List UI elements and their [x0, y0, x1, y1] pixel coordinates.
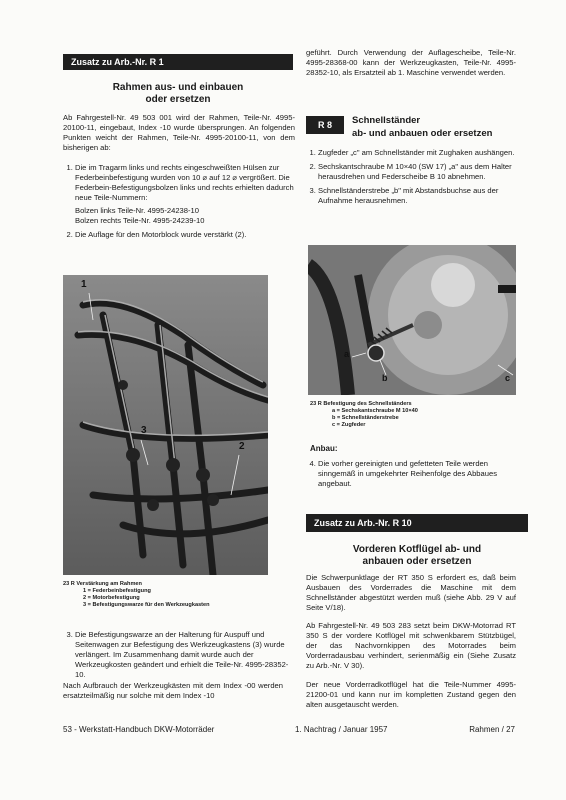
- anbau-label: Anbau:: [310, 444, 338, 453]
- caption-item: 1 = Federbeinbefestigung: [83, 588, 151, 594]
- caption-item: c = Zugfeder: [332, 422, 366, 428]
- tail-paragraph: Nach Aufbrauch der Werkzeugkästen mit dem Index -00 werden ersatzteilmäßig nur solche mit dem Index -10: [63, 681, 283, 700]
- r8-reassembly: [306, 459, 526, 493]
- r10-heading: Vorderen Kotflügel ab- und anbauen oder ersetzen: [352, 544, 482, 567]
- bolt-right: Bolzen rechts Teile-Nr. 4995-24239-10: [75, 216, 205, 225]
- change-list-1: [63, 163, 295, 244]
- bolt-left: Bolzen links Teile-Nr. 4995-24238-10: [75, 206, 199, 215]
- list-item: Die im Tragarm links und rechts eingeschweißten Hülsen zur Federbeinbefestigung wurden von 10 ⌀ auf 12 ⌀ vergrößert. Die Federbein-Befestigungsbolzen links und rechts erhielten dadurch neue Teile-Nummern:: [75, 163, 294, 202]
- caption-item: a = Sechskantschraube M 10×40: [332, 408, 418, 414]
- continued-paragraph: geführt. Durch Verwendung der Auflagescheibe, Teile-Nr. 4995-28368-00 kann der Werkzeugkasten, Teile-Nr. 4995-28352-10, als Ersatzteil ab 1. Maschine verwendet werden.: [306, 48, 516, 77]
- r8-steps: [306, 148, 526, 210]
- supplement-banner-2: Zusatz zu Arb.-Nr. R 10: [306, 514, 528, 532]
- intro-paragraph: Ab Fahrgestell-Nr. 49 503 001 wird der Rahmen, Teile-Nr. 4995-20100-11, eingebaut, Index -10 wurde übersprungen. An folgenden Punkten weicht der Rahmen, Teile-Nr. 4995-20100-11, von dem bisherigen ab:: [63, 113, 295, 152]
- supplement-banner: Zusatz zu Arb.-Nr. R 1: [63, 54, 293, 70]
- section-heading: Rahmen aus- und einbauen oder ersetzen: [112, 82, 244, 105]
- r8-heading: Schnellständer ab- und anbauen oder ersetzen: [352, 115, 493, 139]
- list-item: Schnellständerstrebe „b" mit Abstandsbuchse aus der Aufnahme herausnehmen.: [318, 186, 499, 205]
- stand-illustration: [308, 245, 516, 395]
- r10-paragraph-2: Ab Fahrgestell-Nr. 49 503 283 setzt beim DKW-Motorrad RT 350 S der vordere Kotflügel mit schwenkbarem Stützbügel, der das Nachvornkippen des Motorrades beim Vorderradausbau verhindert, serienmäßig ein (Siehe Zusatz zu Arb.-Nr. V 30).: [306, 621, 516, 670]
- photo-label: 3: [141, 425, 147, 436]
- list-item: Sechskantschraube M 10×40 (SW 17) „a" aus dem Halter herausdrehen und Federscheibe B 10 abnehmen.: [318, 162, 512, 181]
- list-item: Zugfeder „c" am Schnellständer mit Zughaken aushängen.: [318, 148, 515, 157]
- photo-label: c: [505, 373, 511, 383]
- footer-left: 53 - Werkstatt-Handbuch DKW-Motorräder: [63, 725, 215, 734]
- caption-item: b = Schnellständerstrebe: [332, 415, 399, 421]
- photo-label: a: [344, 349, 350, 359]
- r10-paragraph-3: Der neue Vorderradkotflügel hat die Teile-Nummer 4995-21200-01 und kann nur im kompletten Zustand gegen den alten ausgetauscht werden.: [306, 680, 516, 709]
- r10-paragraph-1: Die Schwerpunktlage der RT 350 S erfordert es, daß beim Ausbauen des Vorderrades die Maschine mit dem Schnellständer abgestützt werden muß (siehe Abb. 29 V auf Seite V/18).: [306, 573, 516, 612]
- stand-photo: [308, 245, 516, 395]
- footer-center: 1. Nachtrag / Januar 1957: [295, 725, 388, 734]
- list-item: Die Befestigungswarze an der Halterung für Auspuff und Seitenwagen zur Befestigung des Werkzeugkastens (3) wurde verlängert. Im Zusammenhang damit wurde auch der Werkzeugkosten geändert und erhielt die Teile-Nr. 4995-28352-10.: [75, 630, 289, 679]
- list-item: Die vorher gereinigten und gefetteten Teile werden sinngemäß in umgekehrter Reihenfolge des Abbaues angebaut.: [318, 459, 497, 488]
- photo-label: b: [382, 373, 388, 383]
- caption-item: 3 = Befestigungswarze für den Werkzeugkasten: [83, 602, 210, 608]
- list-item: Die Auflage für den Motorblock wurde verstärkt (2).: [75, 230, 247, 239]
- change-list-2: [63, 630, 295, 684]
- photo-label: 2: [239, 441, 245, 452]
- frame-photo: [63, 275, 268, 575]
- frame-caption: 23 R Verstärkung am Rahmen 1 = Federbeinbefestigung 2 = Motorbefestigung 3 = Befestigungswarze für den Werkzeugkasten: [63, 581, 263, 609]
- caption-item: 2 = Motorbefestigung: [83, 595, 140, 601]
- r8-tag: R 8: [306, 116, 344, 134]
- footer-right: Rahmen / 27: [469, 725, 515, 734]
- frame-illustration: [63, 275, 268, 575]
- photo-label: 1: [81, 279, 87, 290]
- stand-caption: 23 R Befestigung des Schnellständers a = Sechskantschraube M 10×40 b = Schnellständerstrebe c = Zugfeder: [310, 401, 510, 429]
